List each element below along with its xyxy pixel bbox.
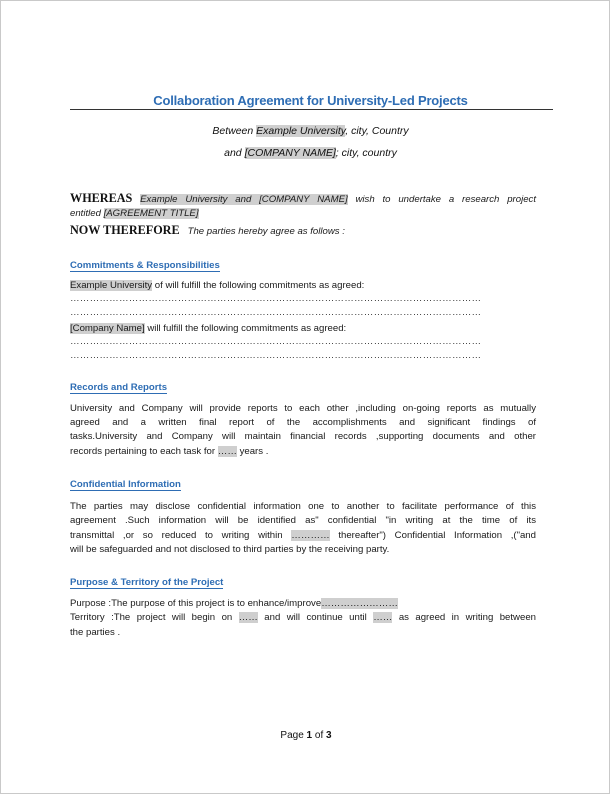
records-line-1: University and Company will provide reports to each other ,including on-going reports as mutually: [70, 403, 536, 414]
company-commitment-text: will fulfill the following commitments as agreed:: [144, 323, 347, 334]
territory-line: [70, 611, 536, 625]
territory-mid: and will continue until: [257, 612, 374, 623]
records-heading: [70, 382, 167, 393]
territory-suffix: as agreed in writing between: [392, 612, 536, 623]
dotted-line: ………………………………………………………………………………………………………………: [70, 350, 482, 361]
company-commitment-line: [70, 322, 536, 336]
company-name-highlight: [Company Name]: [70, 323, 145, 334]
and-line: [70, 147, 551, 159]
whereas-label: WHEREAS: [70, 191, 133, 205]
purpose-heading: [70, 577, 223, 588]
confidential-heading: [70, 479, 181, 490]
now-therefore-text: The parties hereby agree as follows :: [187, 226, 345, 237]
agreement-title-placeholder: [AGREEMENT TITLE]: [103, 208, 199, 219]
university-commitment-line: [70, 279, 536, 293]
confidential-heading-text: Confidential Information: [70, 479, 181, 490]
commitments-heading-text: Commitments & Responsibilities: [70, 260, 220, 271]
records-line-4-suffix: years .: [236, 446, 269, 457]
until-blank: ……: [373, 612, 393, 623]
document-title: Collaboration Agreement for University-Led Projects: [153, 93, 468, 108]
footer-of-word: of: [312, 730, 327, 741]
now-therefore-line: [70, 222, 536, 240]
confidential-line-3-suffix: thereafter") Confidential Information ,("and: [329, 530, 536, 541]
and-suffix: ; city, country: [335, 147, 397, 159]
records-line-4: [70, 445, 536, 459]
title-divider: [70, 109, 553, 110]
confidential-line-3: [70, 529, 536, 543]
dotted-line: ………………………………………………………………………………………………………………: [70, 307, 482, 318]
commitments-heading: [70, 260, 220, 271]
footer-current-page: 1: [306, 730, 313, 741]
page-footer: [1, 730, 611, 741]
territory-prefix: Territory :The project will begin on: [70, 612, 239, 623]
dotted-line: ………………………………………………………………………………………………………………: [70, 336, 482, 347]
dotted-line: ………………………………………………………………………………………………………………: [70, 293, 482, 304]
within-blank: …………: [291, 530, 330, 541]
university-commitment-text: of will fulfill the following commitments as agreed:: [152, 280, 365, 291]
now-therefore-label: NOW THEREFORE: [70, 223, 180, 237]
confidential-line-3-prefix: transmittal ,or so reduced to writing within: [70, 530, 292, 541]
confidential-line-2: agreement .Such information will be identified as" confidential "in writing at the time of its: [70, 515, 536, 526]
university-name-highlight: Example University: [256, 125, 346, 137]
confidential-line-1: The parties may disclose confidential information one to another to facilitate performance of this: [70, 501, 536, 512]
and-prefix: and: [224, 147, 245, 159]
years-blank: ……: [217, 446, 237, 457]
whereas-line: [70, 190, 536, 208]
between-prefix: Between: [212, 125, 257, 137]
records-line-4-prefix: records pertaining to each task for: [70, 446, 216, 457]
company-name-highlight: [COMPANY NAME]: [244, 147, 336, 159]
begin-blank: ……: [238, 612, 258, 623]
records-line-3: tasks.University and Company will maintain financial records ,supporting documents and other: [70, 431, 536, 442]
purpose-heading-text: Purpose & Territory of the Project: [70, 577, 224, 588]
whereas-text: wish to undertake a research project: [347, 194, 536, 205]
university-name-highlight: Example University: [70, 280, 153, 291]
entitled-line: [70, 207, 536, 221]
footer-total-pages: 3: [326, 730, 332, 741]
records-line-2: agreed and a written final report of the accomplishments and significant findings of: [70, 417, 536, 428]
entitled-text: entitled: [70, 208, 104, 219]
confidential-line-4: will be safeguarded and not disclosed to third parties by the receiving party.: [70, 544, 390, 555]
between-suffix: , city, Country: [345, 125, 409, 137]
records-heading-text: Records and Reports: [70, 382, 168, 393]
footer-page-word: Page: [280, 730, 307, 741]
purpose-line: [70, 597, 536, 611]
whereas-parties: Example University and [COMPANY NAME]: [140, 194, 348, 205]
purpose-prefix: Purpose :The purpose of this project is to enhance/improve: [70, 598, 322, 609]
territory-line-2: the parties .: [70, 627, 121, 638]
between-line: [70, 125, 551, 137]
purpose-blank: ……………………: [321, 598, 398, 609]
